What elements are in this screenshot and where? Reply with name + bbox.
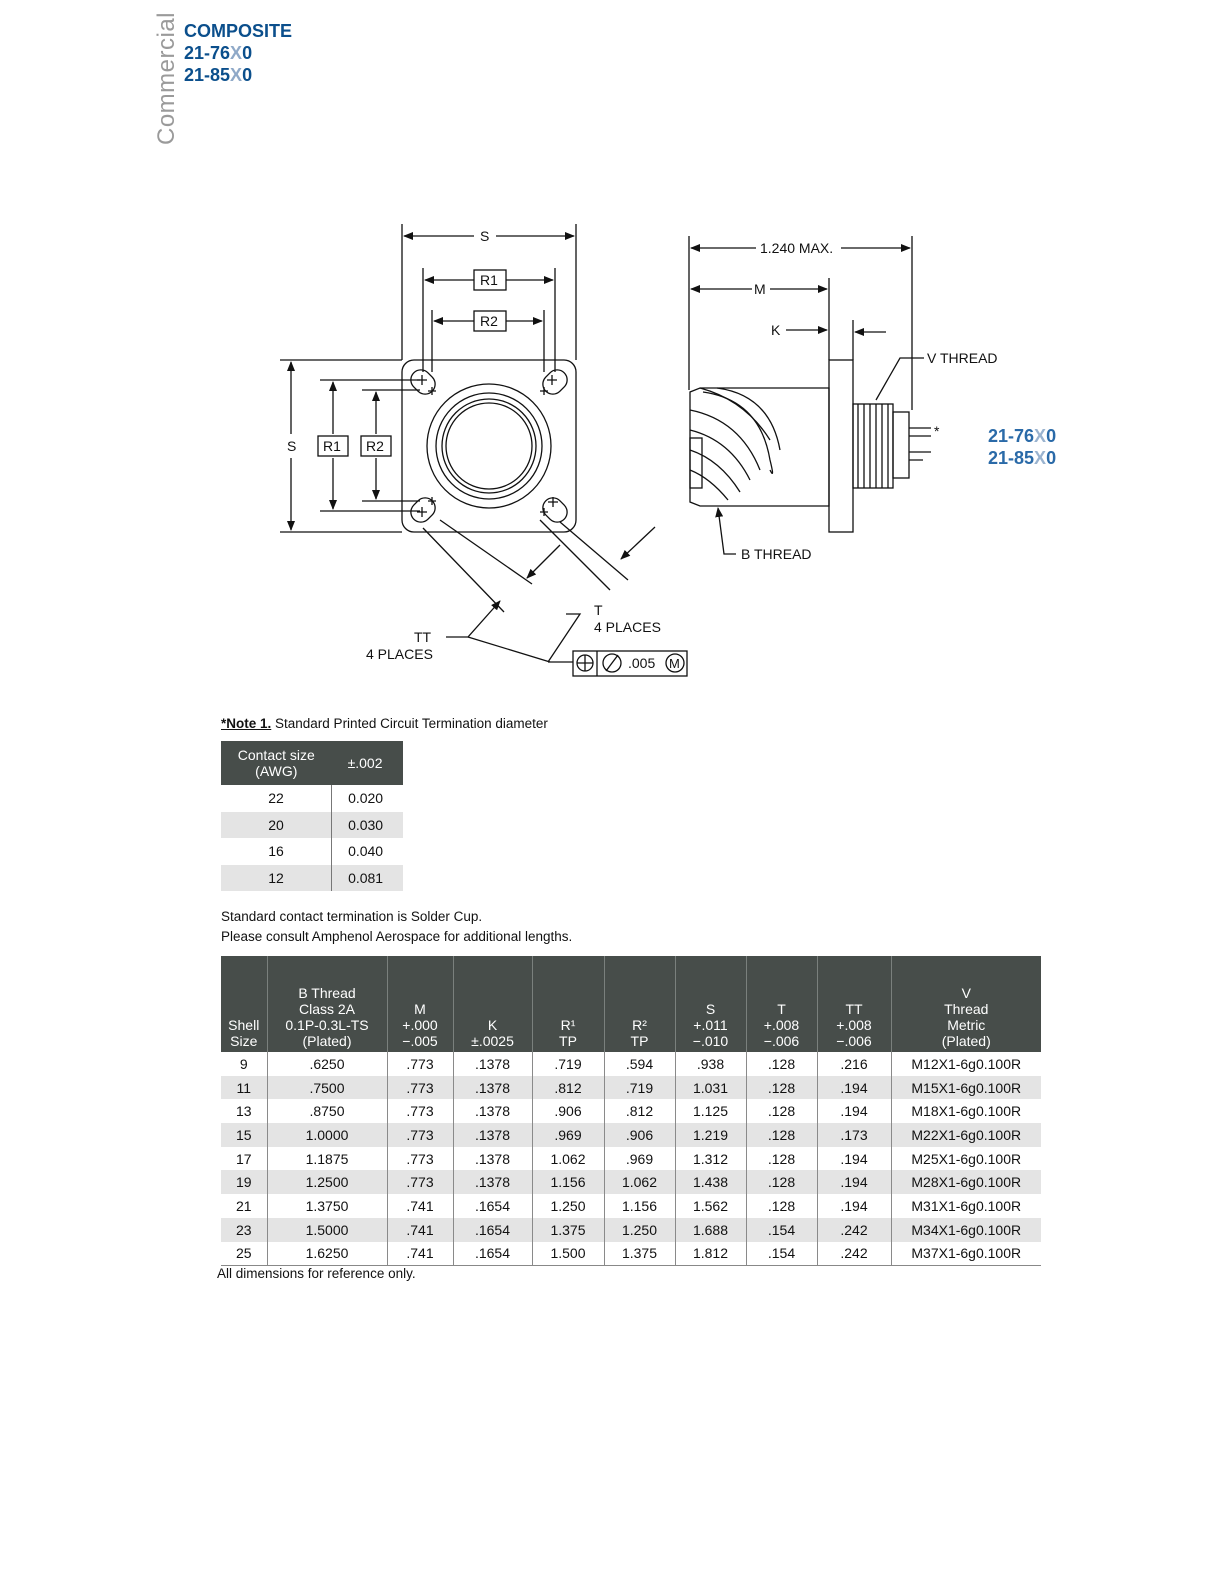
table-cell: M25X1-6g0.100R: [891, 1147, 1041, 1171]
tolerance-modifier: M: [669, 656, 680, 671]
table-row: 20 0.030: [221, 812, 403, 839]
table-cell: .594: [604, 1052, 675, 1076]
table-cell: .1654: [453, 1242, 532, 1266]
table-cell: .741: [387, 1194, 453, 1218]
table-cell: .194: [817, 1099, 891, 1123]
table-cell: .1378: [453, 1170, 532, 1194]
dim-r2-top: R2: [480, 313, 498, 329]
table-cell: 1.562: [675, 1194, 746, 1218]
table-row: [221, 1123, 1041, 1147]
footer-note: All dimensions for reference only.: [217, 1266, 416, 1281]
dim-r1-left: R1: [323, 438, 341, 454]
side-section-label: Commercial: [153, 11, 180, 145]
table-cell: .242: [817, 1242, 891, 1266]
dim-r2-left: R2: [366, 438, 384, 454]
table-row: 22 0.020: [221, 785, 403, 812]
b-thread-label: B THREAD: [741, 546, 812, 562]
table-cell: .154: [746, 1218, 817, 1242]
table-cell: .194: [817, 1147, 891, 1171]
table-cell: M22X1-6g0.100R: [891, 1123, 1041, 1147]
table-cell: 1.062: [532, 1147, 604, 1171]
termination-notes: Standard contact termination is Solder Cup. Please consult Amphenol Aerospace for additional lengths.: [221, 909, 573, 944]
table-cell: 1.375: [532, 1218, 604, 1242]
table-cell: .128: [746, 1099, 817, 1123]
table-cell: M31X1-6g0.100R: [891, 1194, 1041, 1218]
dim-s-top: S: [480, 228, 490, 244]
table-cell: 1.250: [604, 1218, 675, 1242]
table-cell: .6250: [267, 1052, 387, 1076]
table-cell: 13: [235, 1103, 252, 1120]
column-header: B Thread Class 2A 0.1P-0.3L-TS (Plated): [267, 956, 387, 1052]
table-cell: 1.688: [675, 1218, 746, 1242]
table-cell: .773: [387, 1123, 453, 1147]
table-cell: .128: [746, 1170, 817, 1194]
table-cell: 1.3750: [267, 1194, 387, 1218]
table-cell: .154: [746, 1242, 817, 1266]
t-places: 4 PLACES: [594, 619, 661, 635]
t-label: T: [594, 602, 603, 618]
table-cell: .194: [817, 1076, 891, 1100]
pc-termination-asterisk: *: [934, 423, 940, 439]
table-cell: .194: [817, 1170, 891, 1194]
table-cell: .906: [532, 1099, 604, 1123]
table-cell: .128: [746, 1123, 817, 1147]
note-1: *Note 1. Standard Printed Circuit Termination diameter: [221, 716, 548, 731]
table-cell: .773: [387, 1147, 453, 1171]
table-row: [221, 1147, 1041, 1171]
table-cell: .741: [387, 1242, 453, 1266]
table-cell: M28X1-6g0.100R: [891, 1170, 1041, 1194]
table-cell: .216: [817, 1052, 891, 1076]
table-row: [221, 1218, 1041, 1242]
table-row: 16 0.040: [221, 838, 403, 865]
table-cell: .1378: [453, 1099, 532, 1123]
table-cell: .1654: [453, 1194, 532, 1218]
table-cell: .128: [746, 1147, 817, 1171]
table-row: [221, 1099, 1041, 1123]
dim-s-left: S: [287, 438, 297, 454]
table-cell: .719: [604, 1076, 675, 1100]
table-cell: 1.5000: [267, 1218, 387, 1242]
table-cell: 1.031: [675, 1076, 746, 1100]
table-cell: .242: [817, 1218, 891, 1242]
table-cell: .812: [604, 1099, 675, 1123]
contact-size-table: [221, 741, 403, 891]
table-cell: M37X1-6g0.100R: [891, 1242, 1041, 1266]
table-cell: 1.2500: [267, 1170, 387, 1194]
table-cell: .969: [604, 1147, 675, 1171]
table-cell: .938: [675, 1052, 746, 1076]
dim-k: K: [771, 322, 781, 338]
table-cell: 1.375: [604, 1242, 675, 1266]
side-model-label: 21-76X0 21-85X0: [988, 426, 1057, 468]
table-cell: .719: [532, 1052, 604, 1076]
table-cell: .1378: [453, 1052, 532, 1076]
table-cell: 1.125: [675, 1099, 746, 1123]
table-cell: .1378: [453, 1123, 532, 1147]
table-cell: .773: [387, 1076, 453, 1100]
table-cell: .773: [387, 1052, 453, 1076]
contact-size-header: Contact size (AWG): [221, 741, 332, 785]
table-cell: 1.156: [604, 1194, 675, 1218]
table-cell: 23: [221, 1218, 267, 1242]
table-cell: .741: [387, 1218, 453, 1242]
table-cell: .1654: [453, 1218, 532, 1242]
table-cell: 1.0000: [267, 1123, 387, 1147]
table-row: [221, 1194, 1041, 1218]
column-header: TT +.008 −.006: [817, 956, 891, 1052]
tt-label: TT: [414, 629, 432, 645]
column-header: V Thread Metric (Plated): [891, 956, 1041, 1052]
dimension-table: [221, 956, 1041, 1266]
table-row: [221, 1076, 1041, 1100]
table-cell: 15: [221, 1123, 267, 1147]
table-row: [221, 1170, 1041, 1194]
v-thread-label: V THREAD: [927, 350, 998, 366]
connector-drawing: [0, 0, 1224, 700]
table-cell: .773: [387, 1170, 453, 1194]
table-cell: M18X1-6g0.100R: [891, 1099, 1041, 1123]
tolerance-header: ±.002: [332, 741, 403, 785]
column-header: R¹ TP: [532, 956, 604, 1052]
header-model-1: 21-76X0: [184, 43, 253, 63]
table-cell: .128: [746, 1076, 817, 1100]
table-cell: .173: [817, 1123, 891, 1147]
table-cell: 1.438: [675, 1170, 746, 1194]
table-cell: .128: [746, 1052, 817, 1076]
table-cell: .969: [532, 1123, 604, 1147]
table-cell: 25: [221, 1242, 267, 1266]
column-header: K ±.0025: [453, 956, 532, 1052]
table-cell: 1.812: [675, 1242, 746, 1266]
table-cell: 17: [235, 1150, 252, 1167]
table-cell: 1.156: [532, 1170, 604, 1194]
table-cell: .773: [387, 1099, 453, 1123]
table-cell: 11: [221, 1076, 267, 1100]
header-model-2: 21-85X0: [184, 65, 253, 85]
table-cell: .128: [746, 1194, 817, 1218]
table-row: 12 0.081: [221, 865, 403, 892]
table-cell: 21: [235, 1197, 252, 1214]
table-cell: .7500: [267, 1076, 387, 1100]
table-cell: .1378: [453, 1076, 532, 1100]
table-cell: .812: [532, 1076, 604, 1100]
table-row: [221, 1052, 1041, 1076]
table-cell: M12X1-6g0.100R: [891, 1052, 1041, 1076]
column-header: R² TP: [604, 956, 675, 1052]
table-cell: 1.250: [532, 1194, 604, 1218]
table-cell: .1378: [453, 1147, 532, 1171]
dim-r1-top: R1: [480, 272, 498, 288]
table-cell: 1.1875: [267, 1147, 387, 1171]
header-title: COMPOSITE: [184, 21, 293, 41]
column-header: Shell Size: [221, 956, 267, 1052]
table-cell: .8750: [267, 1099, 387, 1123]
table-cell: 19: [221, 1170, 267, 1194]
tolerance-value: .005: [628, 655, 656, 671]
table-cell: 1.062: [604, 1170, 675, 1194]
table-row: [221, 1242, 1041, 1266]
table-cell: M34X1-6g0.100R: [891, 1218, 1041, 1242]
table-cell: 1.219: [675, 1123, 746, 1147]
table-cell: 1.500: [532, 1242, 604, 1266]
table-cell: M15X1-6g0.100R: [891, 1076, 1041, 1100]
dim-m: M: [754, 281, 766, 297]
front-flange: [402, 360, 576, 532]
column-header: S +.011 −.010: [675, 956, 746, 1052]
table-cell: .906: [604, 1123, 675, 1147]
column-header: M +.000 −.005: [387, 956, 453, 1052]
column-header: T +.008 −.006: [746, 956, 817, 1052]
table-cell: 1.6250: [267, 1242, 387, 1266]
dim-overall: 1.240 MAX.: [760, 240, 834, 256]
table-cell: .194: [817, 1194, 891, 1218]
table-cell: 9: [239, 1055, 248, 1072]
tt-places: 4 PLACES: [366, 646, 433, 662]
table-cell: 1.312: [675, 1147, 746, 1171]
